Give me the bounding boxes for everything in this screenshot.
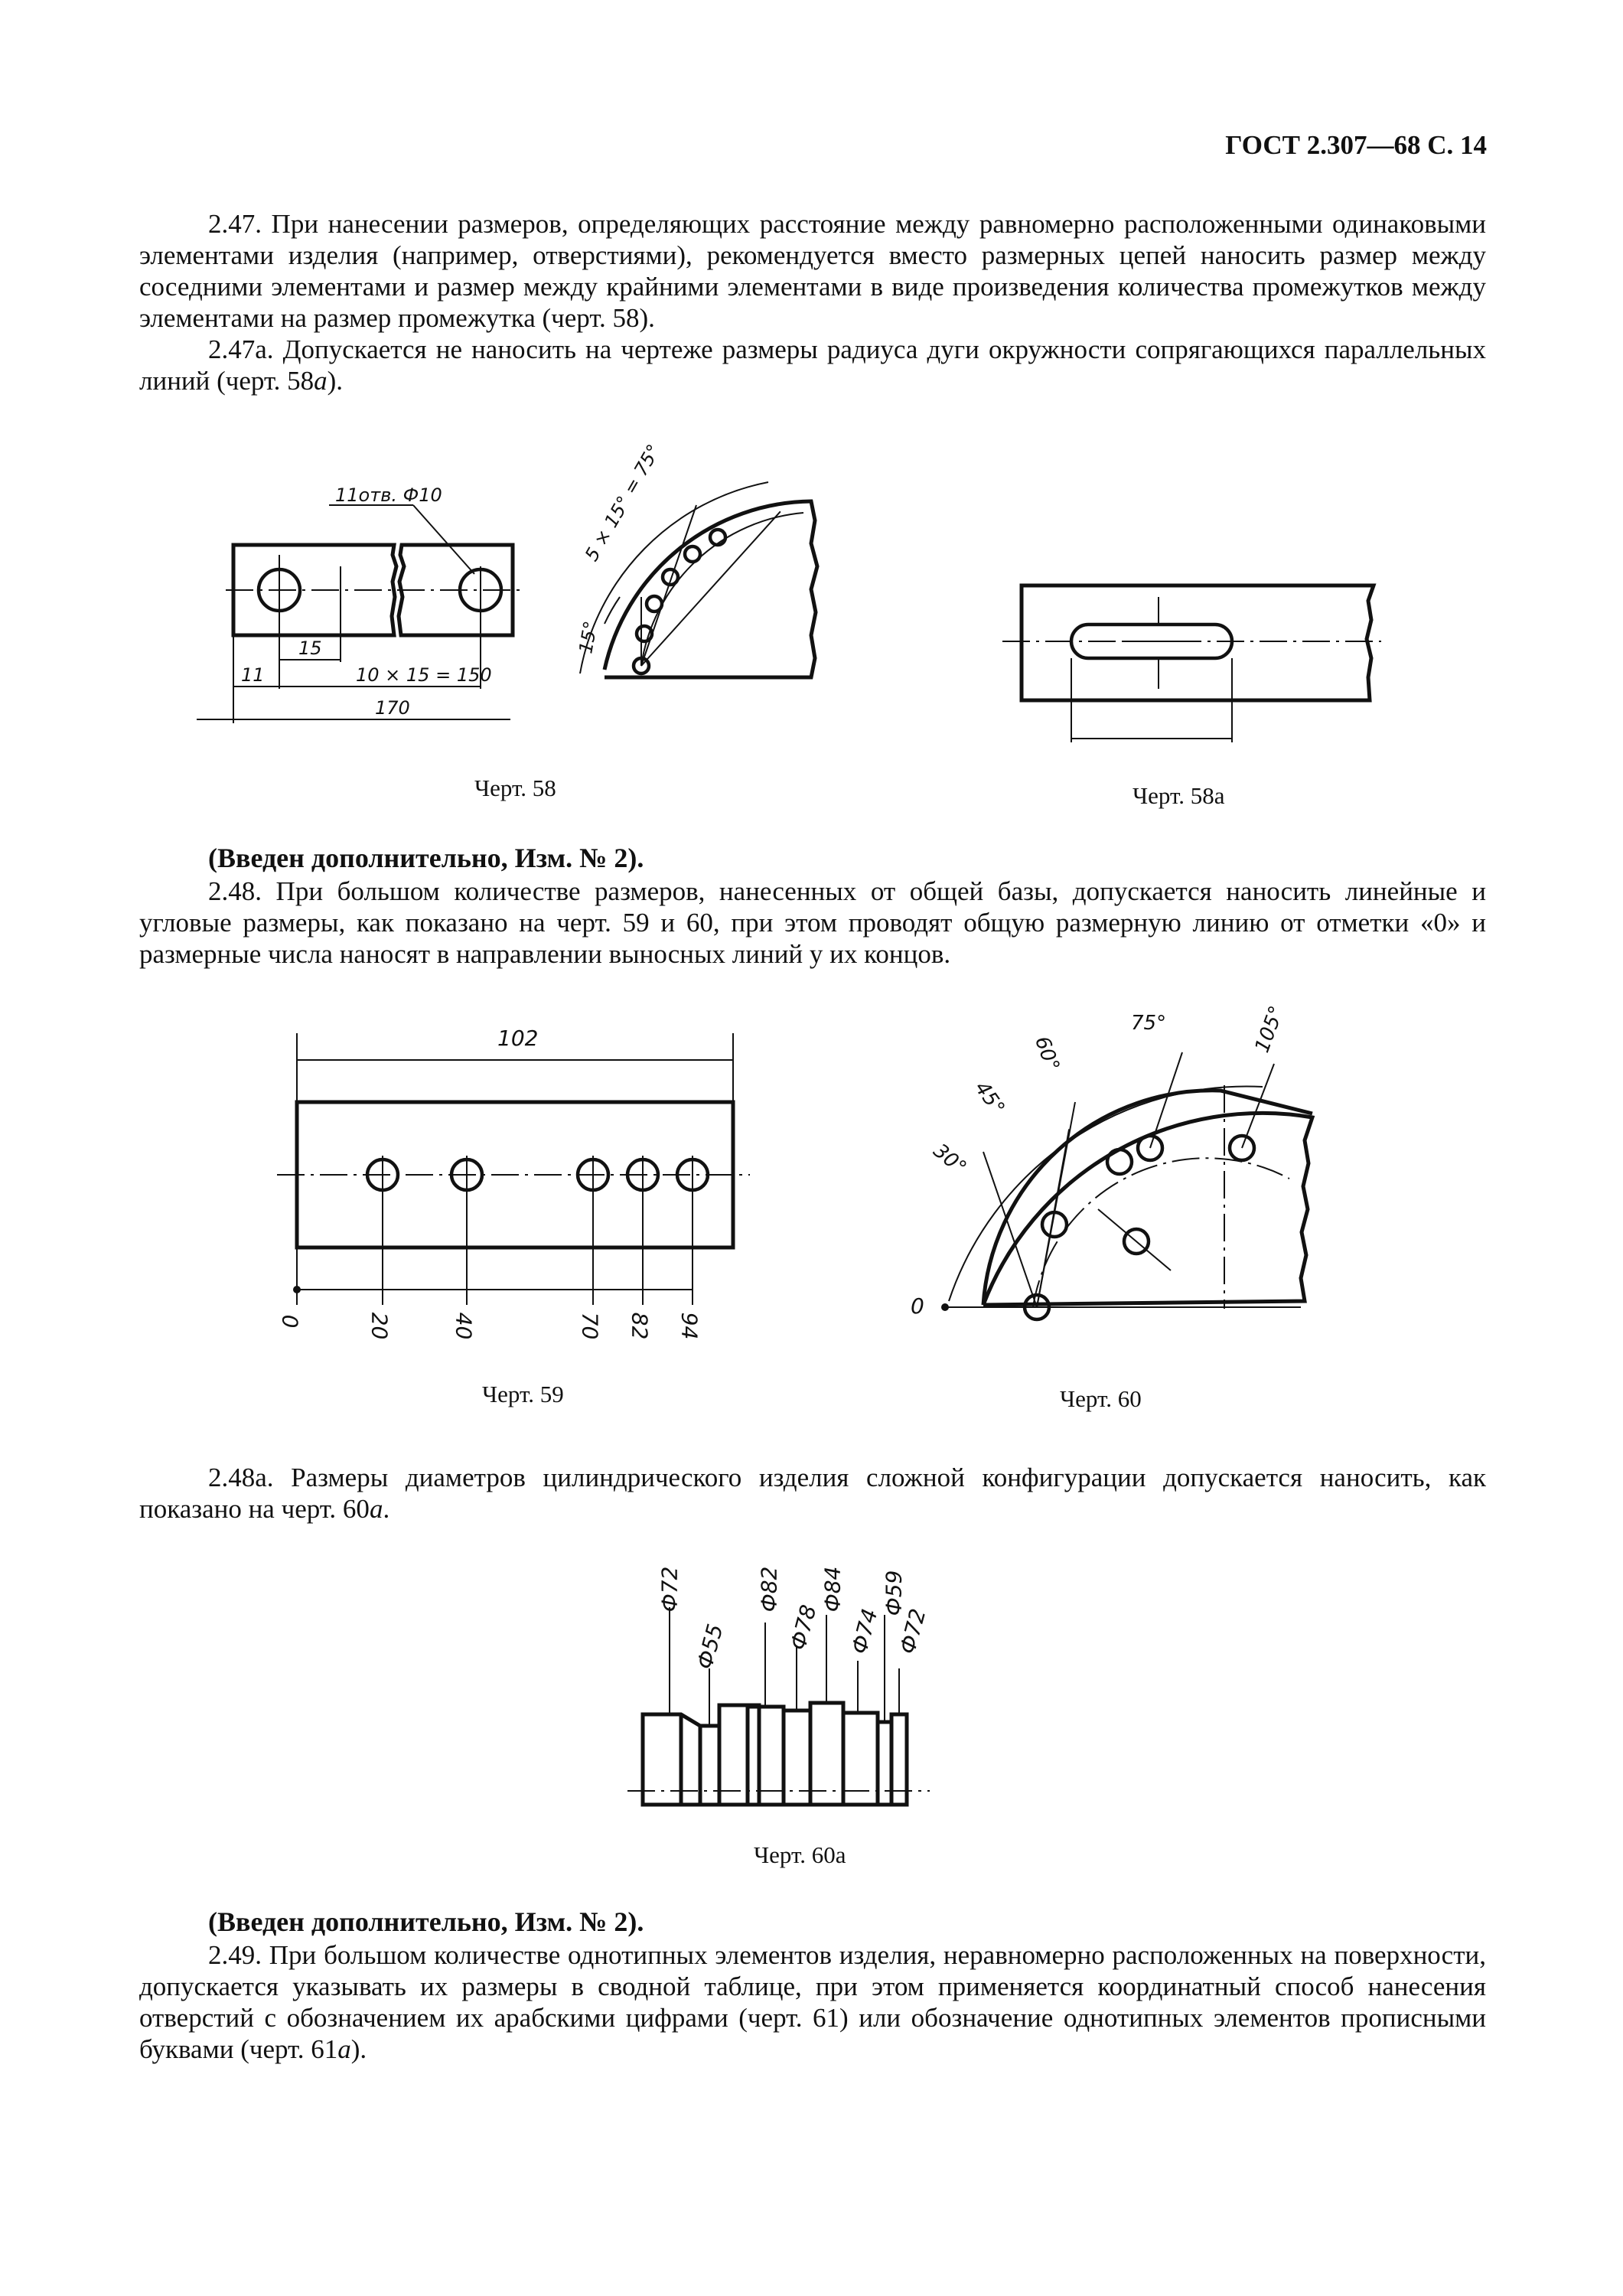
fig59-overall: 102: [497, 1026, 539, 1051]
fig59-tick-20: 20: [367, 1312, 393, 1340]
fig60a-diam-59: Ф59: [881, 1570, 907, 1616]
added-note-2: (Введен дополнительно, Изм. № 2).: [208, 1906, 644, 1937]
fig59-tick-82: 82: [627, 1312, 653, 1340]
fig58-angle-total: 5 × 15° = 75°: [580, 440, 665, 565]
fig58a-caption: Черт. 58а: [1133, 782, 1225, 809]
fig58-dim-15: 15: [298, 638, 322, 659]
fig60-angle-45: 45°: [970, 1077, 1009, 1120]
fig60-angle-75: 75°: [1131, 1012, 1167, 1035]
fig60-zero: 0: [911, 1293, 924, 1319]
fig60-caption: Черт. 60: [1060, 1385, 1142, 1412]
fig58-holes-label: 11отв. Ф10: [335, 484, 442, 506]
fig58-dim-11: 11: [241, 664, 265, 686]
paragraph-2-48: 2.48. При большом количестве размеров, нанесенных от общей базы, допускается наносить линейные и угловые размеры, как показано на черт. 59 и 60, при этом проводят общую размерную линию от отметки «0» и размерные числа наносят в направлении выносных линий у их концов.: [139, 876, 1486, 969]
fig60a-diam-84: Ф84: [820, 1566, 846, 1613]
fig58-dim-170: 170: [375, 697, 410, 719]
fig60a-diam-82: Ф82: [756, 1566, 782, 1613]
page-header: ГОСТ 2.307—68 С. 14: [1225, 130, 1487, 160]
paragraph-2-49: 2.49. При большом количестве однотипных элементов изделия, неравномерно расположенных на поверхности, допускается указывать их размеры в сводной таблице, при этом применяется координатный способ нанесения отверстий с обозначением их арабскими цифрами (черт. 61) или обозначение однотипных элементов прописными буквами (черт. 61а).: [139, 1940, 1486, 2064]
figure-58: [222, 440, 849, 735]
fig60a-diam-78: Ф78: [785, 1602, 822, 1653]
fig60a-diam-74: Ф74: [846, 1606, 883, 1657]
fig58-dim-chain: 10 × 15 = 150: [356, 664, 492, 686]
fig59-tick-0: 0: [277, 1314, 303, 1329]
paragraph-2-47: 2.47. При нанесении размеров, определяющих расстояние между равномерно расположенными одинаковыми элементами изделия (например, отверстиями), рекомендуется вместо размерных цепей наносить размер между соседними элементами и размер между крайними элементами в виде произведения количества промежутков между элементами на размер промежутка (черт. 58).: [139, 209, 1486, 333]
fig58-plate: [197, 505, 524, 723]
added-note-1: (Введен дополнительно, Изм. № 2).: [208, 843, 644, 873]
fig60a-diam-72-right: Ф72: [895, 1606, 931, 1657]
fig60a-diam-72-left: Ф72: [657, 1566, 683, 1613]
fig60-angle-60: 60°: [1030, 1033, 1064, 1075]
fig60a-diam-55: Ф55: [692, 1621, 728, 1672]
fig59-tick-40: 40: [451, 1312, 477, 1340]
figure-58a: [995, 566, 1377, 758]
fig58-angle-step: 15°: [575, 619, 602, 656]
fig60-angle-105: 105°: [1250, 1003, 1289, 1056]
fig59-tick-70: 70: [577, 1312, 603, 1340]
fig60-angle-30: 30°: [928, 1139, 971, 1180]
fig59-caption: Черт. 59: [482, 1381, 564, 1407]
fig58-caption: Черт. 58: [474, 775, 556, 801]
fig60a-caption: Черт. 60а: [754, 1841, 846, 1868]
paragraph-2-47a: 2.47а. Допускается не наносить на чертеже размеры радиуса дуги окружности сопрягающихся параллельных линий (черт. 58а).: [139, 334, 1486, 396]
paragraph-2-48a: 2.48а. Размеры диаметров цилиндрического изделия сложной конфигурации допускается наносить, как показано на черт. 60а.: [139, 1463, 1486, 1524]
fig59-tick-94: 94: [676, 1312, 702, 1340]
